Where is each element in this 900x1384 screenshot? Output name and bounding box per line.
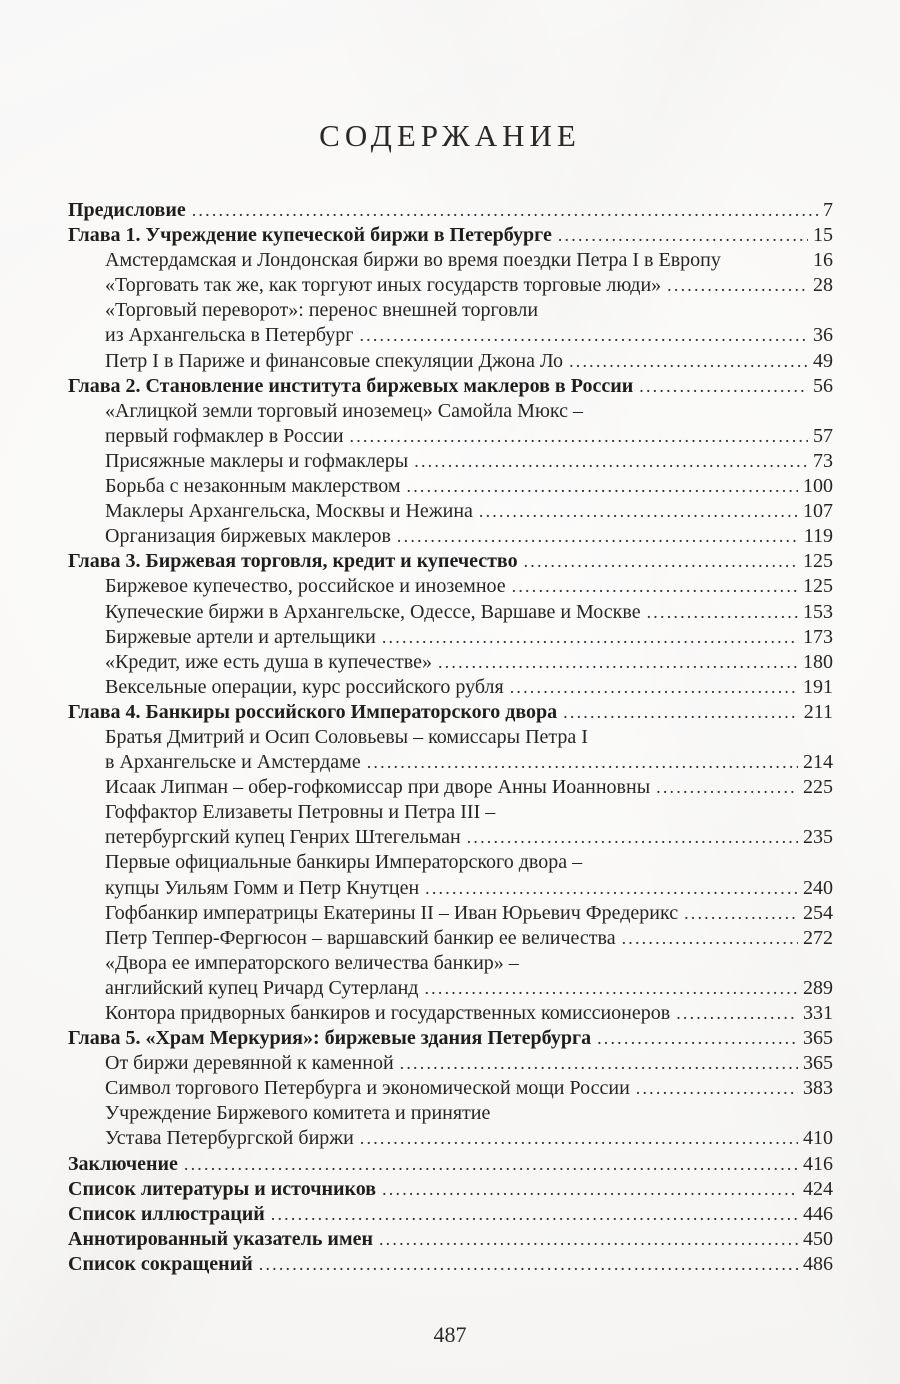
dot-leader xyxy=(184,1152,798,1177)
dot-leader xyxy=(407,474,798,499)
toc-entry xyxy=(68,298,833,323)
toc-entry-text: Биржевое купечество, российское и иноземное xyxy=(105,575,506,598)
toc-entry-text: английский купец Ричард Сутерланд xyxy=(105,976,419,999)
dot-leader xyxy=(382,1177,798,1202)
toc-entry-text: Контора придворных банкиров и государственных комиссионеров xyxy=(105,1002,671,1024)
toc-entry-text: Исаак Липман – обер-гофкомиссар при дворе Анны Иоанновны xyxy=(105,776,651,799)
toc-entry-text: Вексельные операции, курс российского рубля xyxy=(105,675,504,698)
toc-entry xyxy=(68,449,833,474)
page-title: СОДЕРЖАНИЕ xyxy=(319,118,581,153)
dot-leader xyxy=(271,1202,798,1227)
toc-page-number: 16 xyxy=(813,249,833,272)
toc-entry-text: Организация биржевых маклеров xyxy=(105,525,391,548)
toc-entry-text: Учреждение Биржевого комитета и принятие xyxy=(105,1102,491,1125)
toc-page-number: 240 xyxy=(803,876,833,899)
dot-leader xyxy=(524,549,798,574)
table-of-contents xyxy=(68,198,833,1277)
toc-page-number: 153 xyxy=(803,600,833,623)
dot-leader xyxy=(379,1227,798,1252)
toc-entry xyxy=(68,1126,833,1151)
dot-leader xyxy=(636,1076,798,1101)
toc-entry-text: Гофбанкир императрицы Екатерины II – Иван Юрьевич Фредерикс xyxy=(105,901,679,924)
toc-entry xyxy=(68,775,833,800)
toc-entry-text: Гоффактор Елизаветы Петровны и Петра III – xyxy=(105,801,496,824)
toc-entry xyxy=(68,248,833,273)
toc-page-number: 365 xyxy=(803,1052,833,1075)
dot-leader xyxy=(622,926,798,951)
dot-leader xyxy=(512,574,798,599)
toc-page-number: 235 xyxy=(803,826,833,849)
toc-entry xyxy=(68,1076,833,1101)
toc-entry xyxy=(68,825,833,850)
toc-entry xyxy=(68,198,833,223)
toc-entry xyxy=(68,725,833,750)
toc-entry xyxy=(68,323,833,348)
toc-entry xyxy=(68,976,833,1001)
toc-entry-text: купцы Уильям Гомм и Петр Кнутцен xyxy=(105,876,420,899)
toc-entry-text: От биржи деревянной к каменной xyxy=(105,1052,394,1075)
dot-leader xyxy=(667,273,808,298)
dot-leader xyxy=(367,750,798,775)
toc-page-number: 7 xyxy=(823,199,833,221)
dot-leader xyxy=(414,449,808,474)
toc-entry-text: Братья Дмитрий и Осип Соловьевы – комиссары Петра I xyxy=(105,725,588,748)
toc-entry-text: Амстердамская и Лондонская биржи во время поездки Петра I в Европу xyxy=(105,249,721,272)
toc-entry xyxy=(68,675,833,700)
toc-entry-text: Символ торгового Петербурга и экономической мощи России xyxy=(105,1077,630,1100)
toc-entry-text: Глава 2. Становление института биржевых маклеров в России xyxy=(68,374,634,397)
dot-leader xyxy=(350,424,808,449)
toc-entry-text: Список иллюстраций xyxy=(68,1202,265,1225)
toc-page-number: 416 xyxy=(803,1152,833,1175)
toc-page-number: 383 xyxy=(803,1077,833,1100)
toc-entry-text: Биржевые артели и артельщики xyxy=(105,625,376,648)
dot-leader xyxy=(647,600,798,625)
toc-page-number: 331 xyxy=(803,1002,833,1024)
toc-entry-text: Глава 1. Учреждение купеческой биржи в Петербурге xyxy=(68,224,552,247)
toc-entry-text: «Аглицкой земли торговый иноземец» Самойла Мюкс – xyxy=(105,399,583,422)
toc-entry-text: «Торговать так же, как торгуют иных государств торговые люди» xyxy=(105,274,662,297)
toc-entry-text: Глава 4. Банкиры российского Императорского двора xyxy=(68,700,558,723)
dot-leader xyxy=(259,1252,798,1277)
toc-entry xyxy=(68,524,833,549)
toc-entry-text: «Торговый переворот»: перенос внешней торговли xyxy=(105,299,539,322)
dot-leader xyxy=(569,349,808,374)
toc-page-number: 56 xyxy=(813,374,833,397)
dot-leader xyxy=(424,976,798,1001)
toc-entry xyxy=(68,399,833,424)
toc-entry xyxy=(68,273,833,298)
toc-entry xyxy=(68,926,833,951)
toc-page-number: 225 xyxy=(803,776,833,799)
dot-leader xyxy=(192,198,818,223)
toc-entry xyxy=(68,374,833,399)
toc-entry-text: Купеческие биржи в Архангельске, Одессе, Варшаве и Москве xyxy=(105,600,641,623)
toc-entry-text: Борьба с незаконным маклерством xyxy=(105,475,401,498)
dot-leader xyxy=(510,675,798,700)
toc-entry xyxy=(68,876,833,901)
toc-entry-text: Петр I в Париже и финансовые спекуляции Джона Ло xyxy=(105,349,564,372)
toc-entry-text: Список сокращений xyxy=(68,1252,253,1275)
dot-leader xyxy=(479,499,798,524)
toc-entry-text: Заключение xyxy=(68,1152,178,1175)
toc-entry xyxy=(68,349,833,374)
toc-entry-text: Список литературы и источников xyxy=(68,1177,377,1200)
dot-leader xyxy=(597,1026,798,1051)
dot-leader xyxy=(676,1001,798,1026)
toc-entry-text: из Архангельска в Петербург xyxy=(105,324,354,347)
toc-entry-text: петербургский купец Генрих Штегельман xyxy=(105,826,461,849)
toc-entry xyxy=(68,424,833,449)
toc-entry xyxy=(68,1177,833,1202)
dot-leader xyxy=(438,650,798,675)
toc-entry xyxy=(68,1152,833,1177)
toc-entry xyxy=(68,800,833,825)
toc-entry xyxy=(68,700,833,725)
dot-leader xyxy=(684,901,798,926)
dot-leader xyxy=(400,1051,798,1076)
toc-page-number: 214 xyxy=(803,751,833,774)
toc-entry xyxy=(68,625,833,650)
toc-page-number: 410 xyxy=(803,1127,833,1150)
dot-leader xyxy=(563,700,799,725)
toc-page-number: 180 xyxy=(803,650,833,673)
toc-entry-text: в Архангельске и Амстердаме xyxy=(105,751,361,774)
toc-page-number: 424 xyxy=(803,1177,833,1200)
dot-leader xyxy=(397,524,799,549)
toc-page-number: 28 xyxy=(813,274,833,297)
toc-entry xyxy=(68,1001,833,1026)
toc-page-number: 36 xyxy=(813,324,833,347)
toc-entry-text: Петр Теппер-Фергюсон – варшавский банкир ее величества xyxy=(105,926,616,949)
dot-leader xyxy=(382,625,798,650)
toc-entry xyxy=(68,1227,833,1252)
toc-page-number: 450 xyxy=(803,1227,833,1250)
toc-page-number: 100 xyxy=(803,475,833,498)
toc-entry xyxy=(68,223,833,248)
toc-entry-text: первый гофмаклер в России xyxy=(105,424,344,447)
dot-leader xyxy=(558,223,808,248)
dot-leader xyxy=(467,825,798,850)
footer-page-number: 487 xyxy=(433,1322,467,1347)
toc-entry xyxy=(68,600,833,625)
toc-page-number: 119 xyxy=(803,525,833,548)
toc-entry-text: «Двора ее императорского величества банкир» – xyxy=(105,951,519,974)
dot-leader xyxy=(360,1126,798,1151)
toc-entry xyxy=(68,574,833,599)
toc-page-number: 49 xyxy=(813,349,833,372)
toc-entry-text: Присяжные маклеры и гофмаклеры xyxy=(105,449,409,472)
toc-entry xyxy=(68,750,833,775)
toc-page-number: 125 xyxy=(803,575,833,598)
toc-entry xyxy=(68,1202,833,1227)
toc-entry xyxy=(68,1252,833,1277)
toc-entry xyxy=(68,499,833,524)
toc-entry-text: Глава 5. «Храм Меркурия»: биржевые здания Петербурга xyxy=(68,1027,592,1050)
toc-entry xyxy=(68,650,833,675)
toc-entry-text: Маклеры Архангельска, Москвы и Нежина xyxy=(105,500,473,523)
toc-entry-text: Первые официальные банкиры Императорского двора – xyxy=(105,851,583,874)
toc-entry-text: «Кредит, иже есть душа в купечестве» xyxy=(105,650,432,673)
toc-entry xyxy=(68,474,833,499)
toc-page-number: 365 xyxy=(803,1027,833,1050)
dot-leader xyxy=(425,876,798,901)
toc-entry xyxy=(68,1026,833,1051)
dot-leader xyxy=(639,374,808,399)
toc-page-number: 289 xyxy=(803,976,833,999)
dot-leader xyxy=(656,775,798,800)
toc-entry-text: Устава Петербургской биржи xyxy=(105,1127,354,1150)
toc-entry xyxy=(68,850,833,875)
toc-entry-text: Предисловие xyxy=(68,199,186,221)
toc-entry-text: Глава 3. Биржевая торговля, кредит и купечество xyxy=(68,550,518,573)
toc-page-number: 446 xyxy=(803,1202,833,1225)
dot-leader xyxy=(359,323,808,348)
toc-page-number: 486 xyxy=(803,1252,833,1275)
toc-page-number: 107 xyxy=(803,500,833,523)
toc-page-number: 191 xyxy=(803,675,833,698)
toc-page-number: 125 xyxy=(803,550,833,573)
toc-entry xyxy=(68,549,833,574)
toc-page-number: 254 xyxy=(803,901,833,924)
toc-page-number: 272 xyxy=(803,926,833,949)
toc-page-number: 15 xyxy=(813,224,833,247)
toc-page-number: 57 xyxy=(813,424,833,447)
toc-page-number: 211 xyxy=(803,700,833,723)
toc-entry xyxy=(68,1051,833,1076)
toc-entry xyxy=(68,951,833,976)
toc-page-number: 73 xyxy=(813,449,833,472)
toc-page-number: 173 xyxy=(803,625,833,648)
toc-entry xyxy=(68,1101,833,1126)
toc-entry xyxy=(68,901,833,926)
toc-entry-text: Аннотированный указатель имен xyxy=(68,1227,373,1250)
